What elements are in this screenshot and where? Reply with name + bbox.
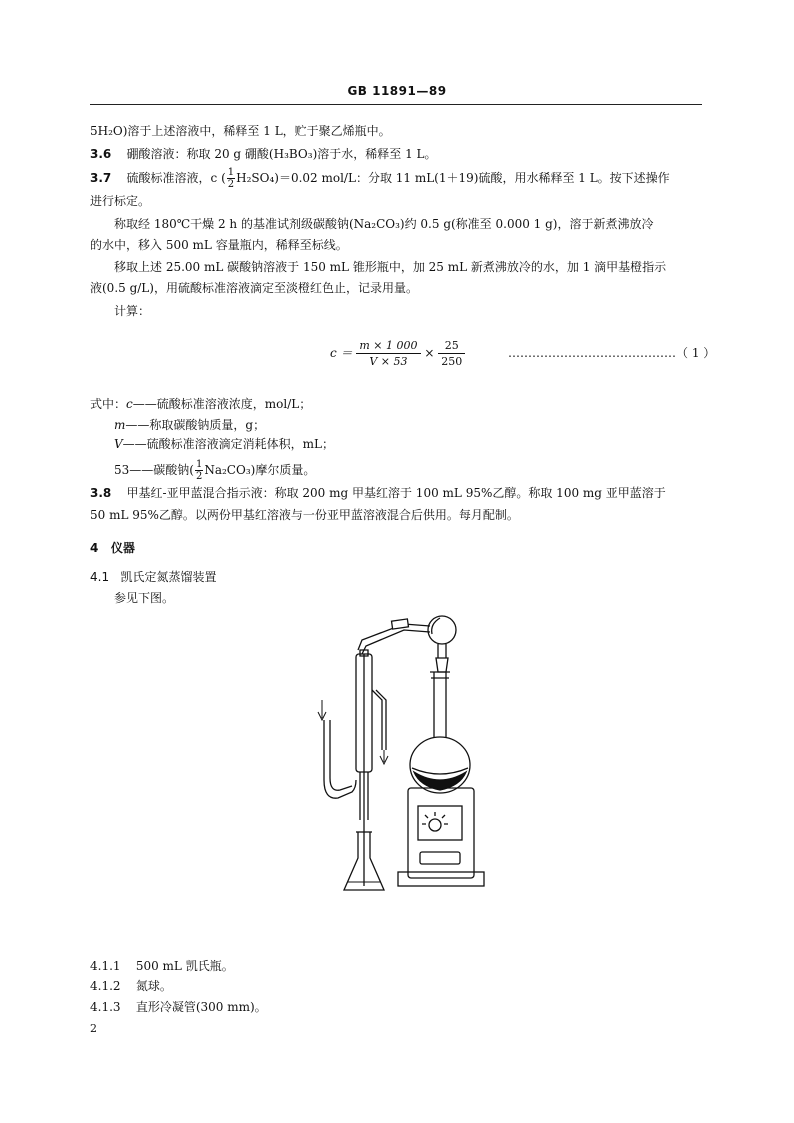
item-number: 4.1.3 xyxy=(90,1000,121,1014)
where-item xyxy=(114,436,334,452)
text-line: 参见下图。 xyxy=(114,591,175,605)
flow-arrow-out xyxy=(380,750,388,764)
section-number: 3.8 xyxy=(90,486,112,500)
section-number: 4.1 xyxy=(90,570,110,584)
item-text: 氮球。 xyxy=(135,979,172,993)
page-header: GB 11891—89 xyxy=(347,84,447,98)
item-number: 4.1.2 xyxy=(90,979,121,993)
item-4-1-3 xyxy=(90,999,267,1015)
heater-lamp-icon xyxy=(429,819,441,831)
item-number: 4.1.1 xyxy=(90,959,121,973)
item-text: 直形冷凝管(300 mm)。 xyxy=(135,1000,267,1014)
fraction-denominator: 2 xyxy=(227,179,235,190)
symbol-description: ——硫酸标准溶液滴定消耗体积，mL； xyxy=(122,437,335,451)
header-rule xyxy=(90,104,702,105)
symbol-description: ——称取碳酸钠质量，g； xyxy=(125,418,266,432)
text-line: 进行标定。 xyxy=(90,194,151,208)
text-line: 液(0.5 g/L)，用硫酸标准溶液滴定至淡橙红色止，记录用量。 xyxy=(90,281,418,295)
section-3-8 xyxy=(90,485,666,501)
symbol-description: ——硫酸标准溶液浓度，mol/L； xyxy=(132,397,312,411)
section-number: 4 xyxy=(90,541,99,555)
fraction-numerator: 25 xyxy=(438,338,465,354)
kjeldahl-flask-neck xyxy=(434,672,446,738)
heater-switch xyxy=(420,852,460,864)
equation-fraction-1 xyxy=(356,338,420,369)
section-text: 硼酸溶液：称取 20 g 硼酸(H₃BO₃)溶于水，稀释至 1 L。 xyxy=(126,147,437,161)
section-text: 硫酸标准溶液，c ( xyxy=(126,171,226,185)
fraction-numerator: m × 1 000 xyxy=(356,338,420,354)
fraction-denominator: 2 xyxy=(195,471,203,482)
equation-fraction-2 xyxy=(438,338,465,369)
section-text: H₂SO₄)＝0.02 mol/L：分取 11 mL(1＋19)硫酸，用水稀释至 1 L。按下述操作 xyxy=(236,171,670,185)
where-intro xyxy=(90,396,311,412)
section-number: 3.6 xyxy=(90,147,112,161)
symbol-description: Na₂CO₃)摩尔质量。 xyxy=(204,463,316,477)
section-3-7 xyxy=(90,167,670,190)
section-4-heading xyxy=(90,540,135,556)
text-line: 50 mL 95%乙醇。以两份甲基红溶液与一份亚甲蓝溶液混合后供用。每月配制。 xyxy=(90,508,519,522)
item-4-1-2 xyxy=(90,978,172,994)
symbol: 53 xyxy=(114,463,130,477)
item-text: 500 mL 凯氏瓶。 xyxy=(135,959,234,973)
symbol: c xyxy=(126,397,133,411)
text-line: 称取经 180℃干燥 2 h 的基准试剂级碳酸钠(Na₂CO₃)约 0.5 g(称准至 0.000 1 g)，溶于新煮沸放冷 xyxy=(114,217,654,231)
fraction-denominator: V × 53 xyxy=(369,355,408,368)
fraction-half xyxy=(227,167,235,190)
text-line: 5H₂O)溶于上述溶液中，稀释至 1 L，贮于聚乙烯瓶中。 xyxy=(90,124,391,138)
section-number: 3.7 xyxy=(90,171,112,185)
equation-number: ……………………………………（ 1 ） xyxy=(508,346,716,360)
equation-1 xyxy=(330,338,465,369)
times-sign: × xyxy=(424,346,435,360)
symbol-description: ——碳酸钠( xyxy=(129,463,194,477)
liquid-level xyxy=(412,768,468,774)
text-line: 计算： xyxy=(114,304,151,318)
section-4-1 xyxy=(90,569,217,585)
fraction-numerator: 1 xyxy=(227,167,235,178)
section-text: 甲基红-亚甲蓝混合指示液：称取 200 mg 甲基红溶于 100 mL 95%乙醇。称取 100 mg 亚甲蓝溶于 xyxy=(126,486,666,500)
rubber-joint xyxy=(392,619,409,629)
flow-arrow-in xyxy=(318,700,326,720)
item-4-1-1 xyxy=(90,958,234,974)
symbol: V xyxy=(114,437,123,451)
kjeldahl-apparatus-figure xyxy=(300,610,520,900)
text-line: 移取上述 25.00 mL 碳酸钠溶液于 150 mL 锥形瓶中，加 25 mL 新煮沸放冷的水，加 1 滴甲基橙指示 xyxy=(114,260,667,274)
text-line: 的水中，移入 500 mL 容量瓶内，稀释至标线。 xyxy=(90,238,348,252)
where-label: 式中： xyxy=(90,397,127,411)
section-title: 仪器 xyxy=(110,541,135,555)
symbol: m xyxy=(114,418,126,432)
equation-lhs: c ＝ xyxy=(330,346,353,360)
section-title: 凯氏定氮蒸馏装置 xyxy=(120,570,217,584)
page-number: 2 xyxy=(90,1022,97,1035)
where-item xyxy=(114,459,315,482)
heater-base xyxy=(398,872,484,886)
fraction-half xyxy=(195,459,203,482)
fraction-denominator: 250 xyxy=(441,355,463,368)
where-item xyxy=(114,417,265,433)
fraction-numerator: 1 xyxy=(195,459,203,470)
section-3-6 xyxy=(90,146,437,162)
